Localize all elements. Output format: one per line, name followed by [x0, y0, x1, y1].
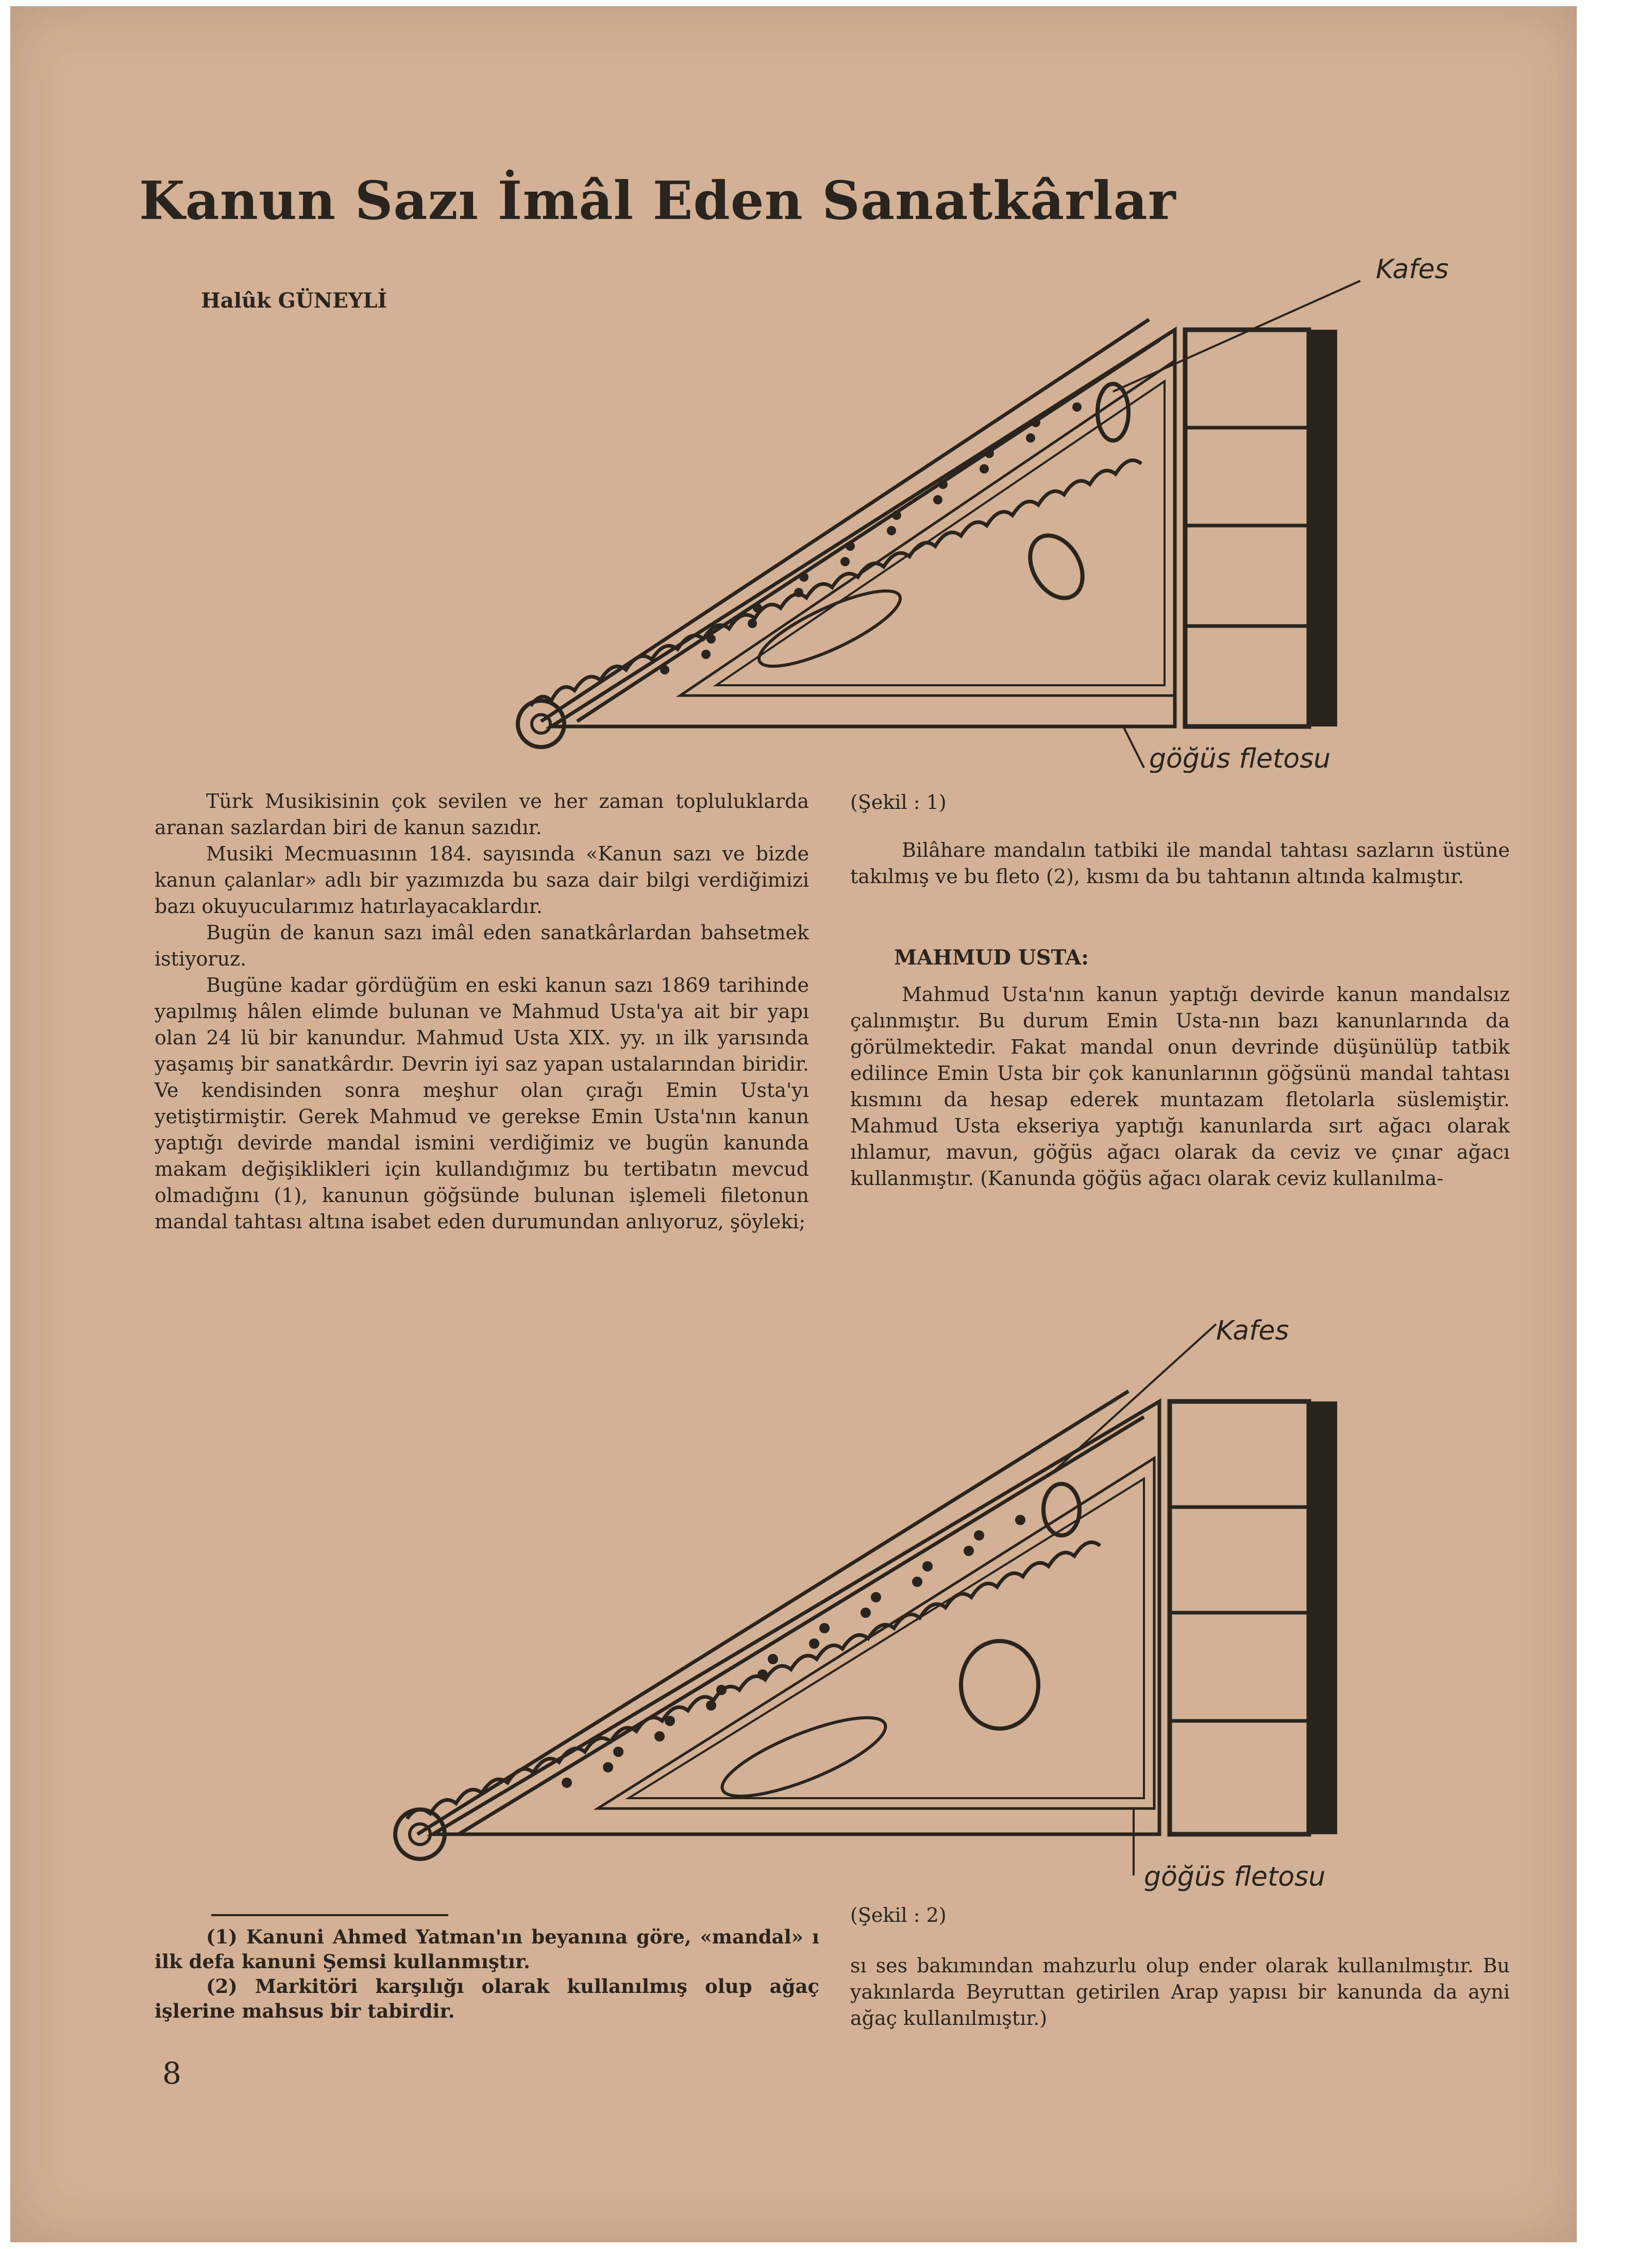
kafes-box — [1170, 1401, 1309, 1834]
article-title: Kanun Sazı İmâl Eden Sanatkârlar — [139, 170, 1176, 232]
paragraph: Mahmud Usta'nın kanun yaptığı devirde kanun mandalsız çalınmıştır. Bu durum Emin Usta-nın bazı kanunlarında da görülmektedir. Fakat mandal onun devrinde düşünülüp tatbik edilince Emin Usta bir çok kanunlarının göğsünü mandal tahtası kısmını da hesap ederek muntazam fletolarla süslemiştir. Mahmud Usta ekseriya yaptığı kanunlarda sırt ağacı olarak ıhlamur, mavun, göğüs ağacı olarak da ceviz ve çınar ağacı kullanmıştır. (Kanunda göğüs ağacı olarak ceviz kullanılma- — [850, 983, 1510, 1190]
column-right — [850, 837, 1510, 890]
kanun-drawing-2 — [381, 1314, 1412, 1896]
column-left — [155, 788, 809, 1235]
column-right-continuation — [850, 1953, 1510, 2032]
article-author: Halûk GÜNEYLİ — [201, 289, 387, 313]
label-kafes-2: Kafes — [1216, 1315, 1289, 1346]
paragraph: Bugüne kadar gördüğüm en eski kanun sazı 1869 tarihinde yapılmış hâlen elimde bulunan ve Mahmud Usta'ya ait bir yapı olan 24 lü bir kanundur. Mahmud Usta XIX. yy. ın ilk yarısında yaşamış bir sanatkârdır. Devrin iyi saz yapan ustalarından biridir. Ve kendisinden sonra meşhur olan çırağı Emin Usta'yı yetiştirmiştir. Gerek Mahmud ve gerekse Emin Usta'nın kanun yaptığı devirde mandal ismini verdiğimiz ve bugün kanunda makam değişiklikleri için kullandığımız bu tertibatın mevcud olmadığını (1), kanunun göğsünde bulunan işlemeli filetonun mandal tahtası altına isabet eden durumundan anlıyoruz, şöyleki; — [155, 974, 809, 1233]
paragraph: Musiki Mecmuasının 184. sayısında «Kanun sazı ve bizde kanun çalanlar» adlı bir yazımızda bu saza dair bilgi verdiğimizi bazı okuyucularımız hatırlayacaklardır. — [155, 842, 809, 918]
label-gogus-fletosu-1: göğüs fletosu — [1149, 743, 1331, 773]
page-number: 8 — [162, 2056, 181, 2091]
label-kafes-1: Kafes — [1376, 258, 1449, 285]
sound-hole-2 — [961, 1641, 1038, 1729]
paragraph: Türk Musikisinin çok sevilen ve her zaman topluluklarda aranan sazlardan biri de kanun sazıdır. — [155, 790, 809, 839]
footnotes — [155, 1924, 819, 2023]
footnote: (2) Markitöri karşılığı olarak kullanılmış olup ağaç işlerine mahsus bir tabirdir. — [155, 1975, 819, 2022]
kanun-drawing-1 — [510, 258, 1515, 773]
column-right-body — [850, 982, 1510, 1192]
footnote-divider — [211, 1914, 448, 1916]
figure-caption-1: (Şekil : 1) — [850, 791, 947, 814]
kanun-body-outline — [433, 1401, 1159, 1834]
footnote: (1) Kanuni Ahmed Yatman'ın beyanına göre, «mandal» ı ilk defa kanuni Şemsi kullanmıştır. — [155, 1925, 819, 1973]
sound-hole-2 — [1020, 526, 1093, 607]
figure-caption-2: (Şekil : 2) — [850, 1904, 947, 1926]
sound-hole-1 — [1098, 384, 1128, 441]
paragraph: Bilâhare mandalın tatbiki ile mandal tahtası sazların üstüne takılmış ve bu fleto (2), kısmı da bu tahtanın altında kalmıştır. — [850, 839, 1510, 888]
kafes-box — [1185, 330, 1309, 726]
paragraph: Bugün de kanun sazı imâl eden sanatkârlardan bahsetmek istiyoruz. — [155, 921, 809, 970]
label-gogus-fletosu-2: göğüs fletosu — [1144, 1862, 1326, 1892]
section-heading: MAHMUD USTA: — [894, 945, 1089, 970]
paragraph: sı ses bakımından mahzurlu olup ender olarak kullanılmıştır. Bu yakınlarda Beyruttan getirilen Arap yapısı bir kanunda da ayni ağaç kullanılmıştır.) — [850, 1954, 1510, 2030]
